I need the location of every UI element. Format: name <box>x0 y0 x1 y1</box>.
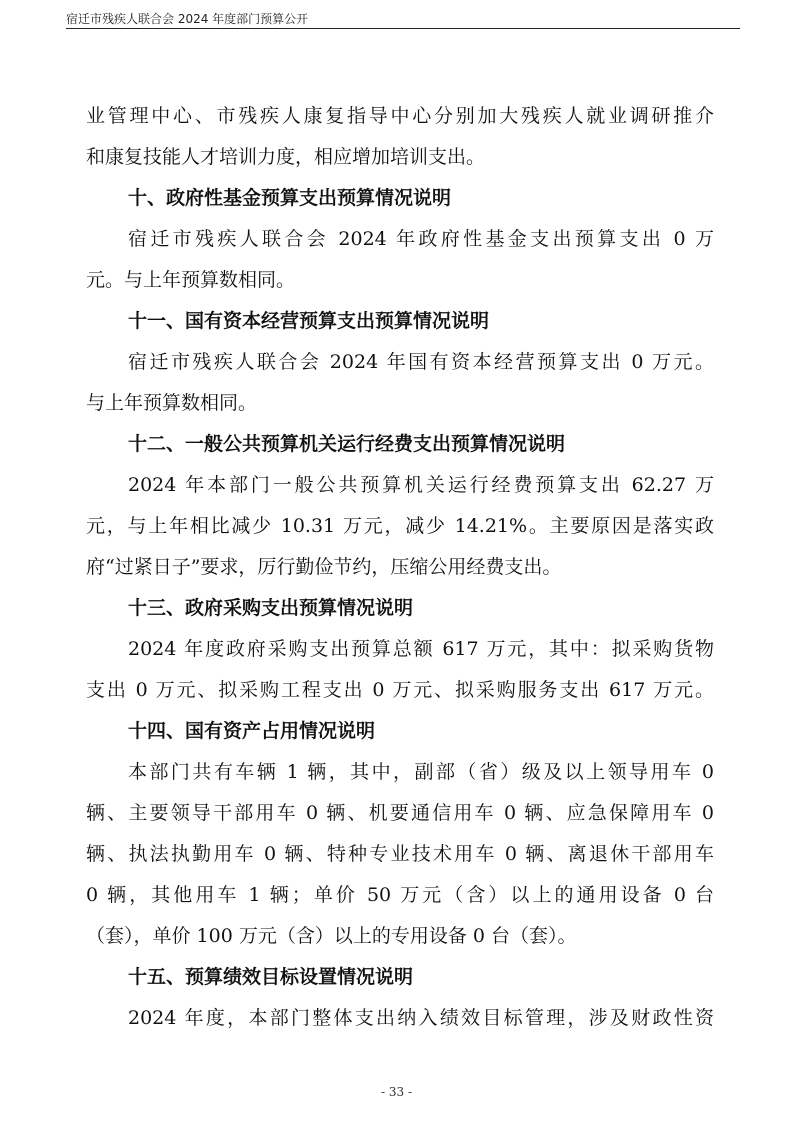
paragraph-line: 宿迁市残疾人联合会 2024 年国有资本经营预算支出 0 万元。 <box>128 351 714 373</box>
paragraph-line: 辆、执法执勤用车 0 辆、特种专业技术用车 0 辆、离退休干部用车 <box>86 843 714 865</box>
header-title: 宿迁市残疾人联合会 2024 年度部门预算公开 <box>66 12 309 26</box>
paragraph-line: 元，与上年相比减少 10.31 万元，减少 14.21%。主要原因是落实政 <box>86 515 714 537</box>
paragraph-line: 与上年预算数相同。 <box>86 392 258 414</box>
paragraph-line: 支出 0 万元、拟采购工程支出 0 万元、拟采购服务支出 617 万元。 <box>86 679 714 701</box>
paragraph-line: 业管理中心、市残疾人康复指导中心分别加大残疾人就业调研推介 <box>86 105 714 127</box>
paragraph-line: 本部门共有车辆 1 辆，其中，副部（省）级及以上领导用车 0 <box>128 761 714 783</box>
page-number: - 33 - <box>380 1085 412 1099</box>
paragraph-line: 和康复技能人才培训力度，相应增加培训支出。 <box>86 146 486 168</box>
section-heading: 十四、国有资产占用情况说明 <box>128 720 376 742</box>
paragraph-line: 元。与上年预算数相同。 <box>86 269 296 291</box>
section-heading: 十二、一般公共预算机关运行经费支出预算情况说明 <box>128 433 566 455</box>
paragraph-line: 府“过紧日子”要求，厉行勤俭节约，压缩公用经费支出。 <box>86 556 562 578</box>
section-heading: 十、政府性基金预算支出预算情况说明 <box>128 187 452 209</box>
paragraph-line: （套），单价 100 万元（含）以上的专用设备 0 台（套）。 <box>86 925 577 947</box>
paragraph-line: 辆、主要领导干部用车 0 辆、机要通信用车 0 辆、应急保障用车 0 <box>86 802 714 824</box>
paragraph-line: 宿迁市残疾人联合会 2024 年政府性基金支出预算支出 0 万 <box>128 228 714 250</box>
section-heading: 十一、国有资本经营预算支出预算情况说明 <box>128 310 490 332</box>
paragraph-line: 0 辆，其他用车 1 辆；单价 50 万元（含）以上的通用设备 0 台 <box>86 884 714 906</box>
page-header <box>66 6 740 29</box>
paragraph-line: 2024 年本部门一般公共预算机关运行经费预算支出 62.27 万 <box>128 474 714 496</box>
section-heading: 十三、政府采购支出预算情况说明 <box>128 597 414 619</box>
section-heading: 十五、预算绩效目标设置情况说明 <box>128 966 414 988</box>
paragraph-line: 2024 年度，本部门整体支出纳入绩效目标管理，涉及财政性资 <box>128 1007 714 1029</box>
document-body <box>86 96 714 1039</box>
paragraph-line: 2024 年度政府采购支出预算总额 617 万元，其中：拟采购货物 <box>128 638 714 660</box>
